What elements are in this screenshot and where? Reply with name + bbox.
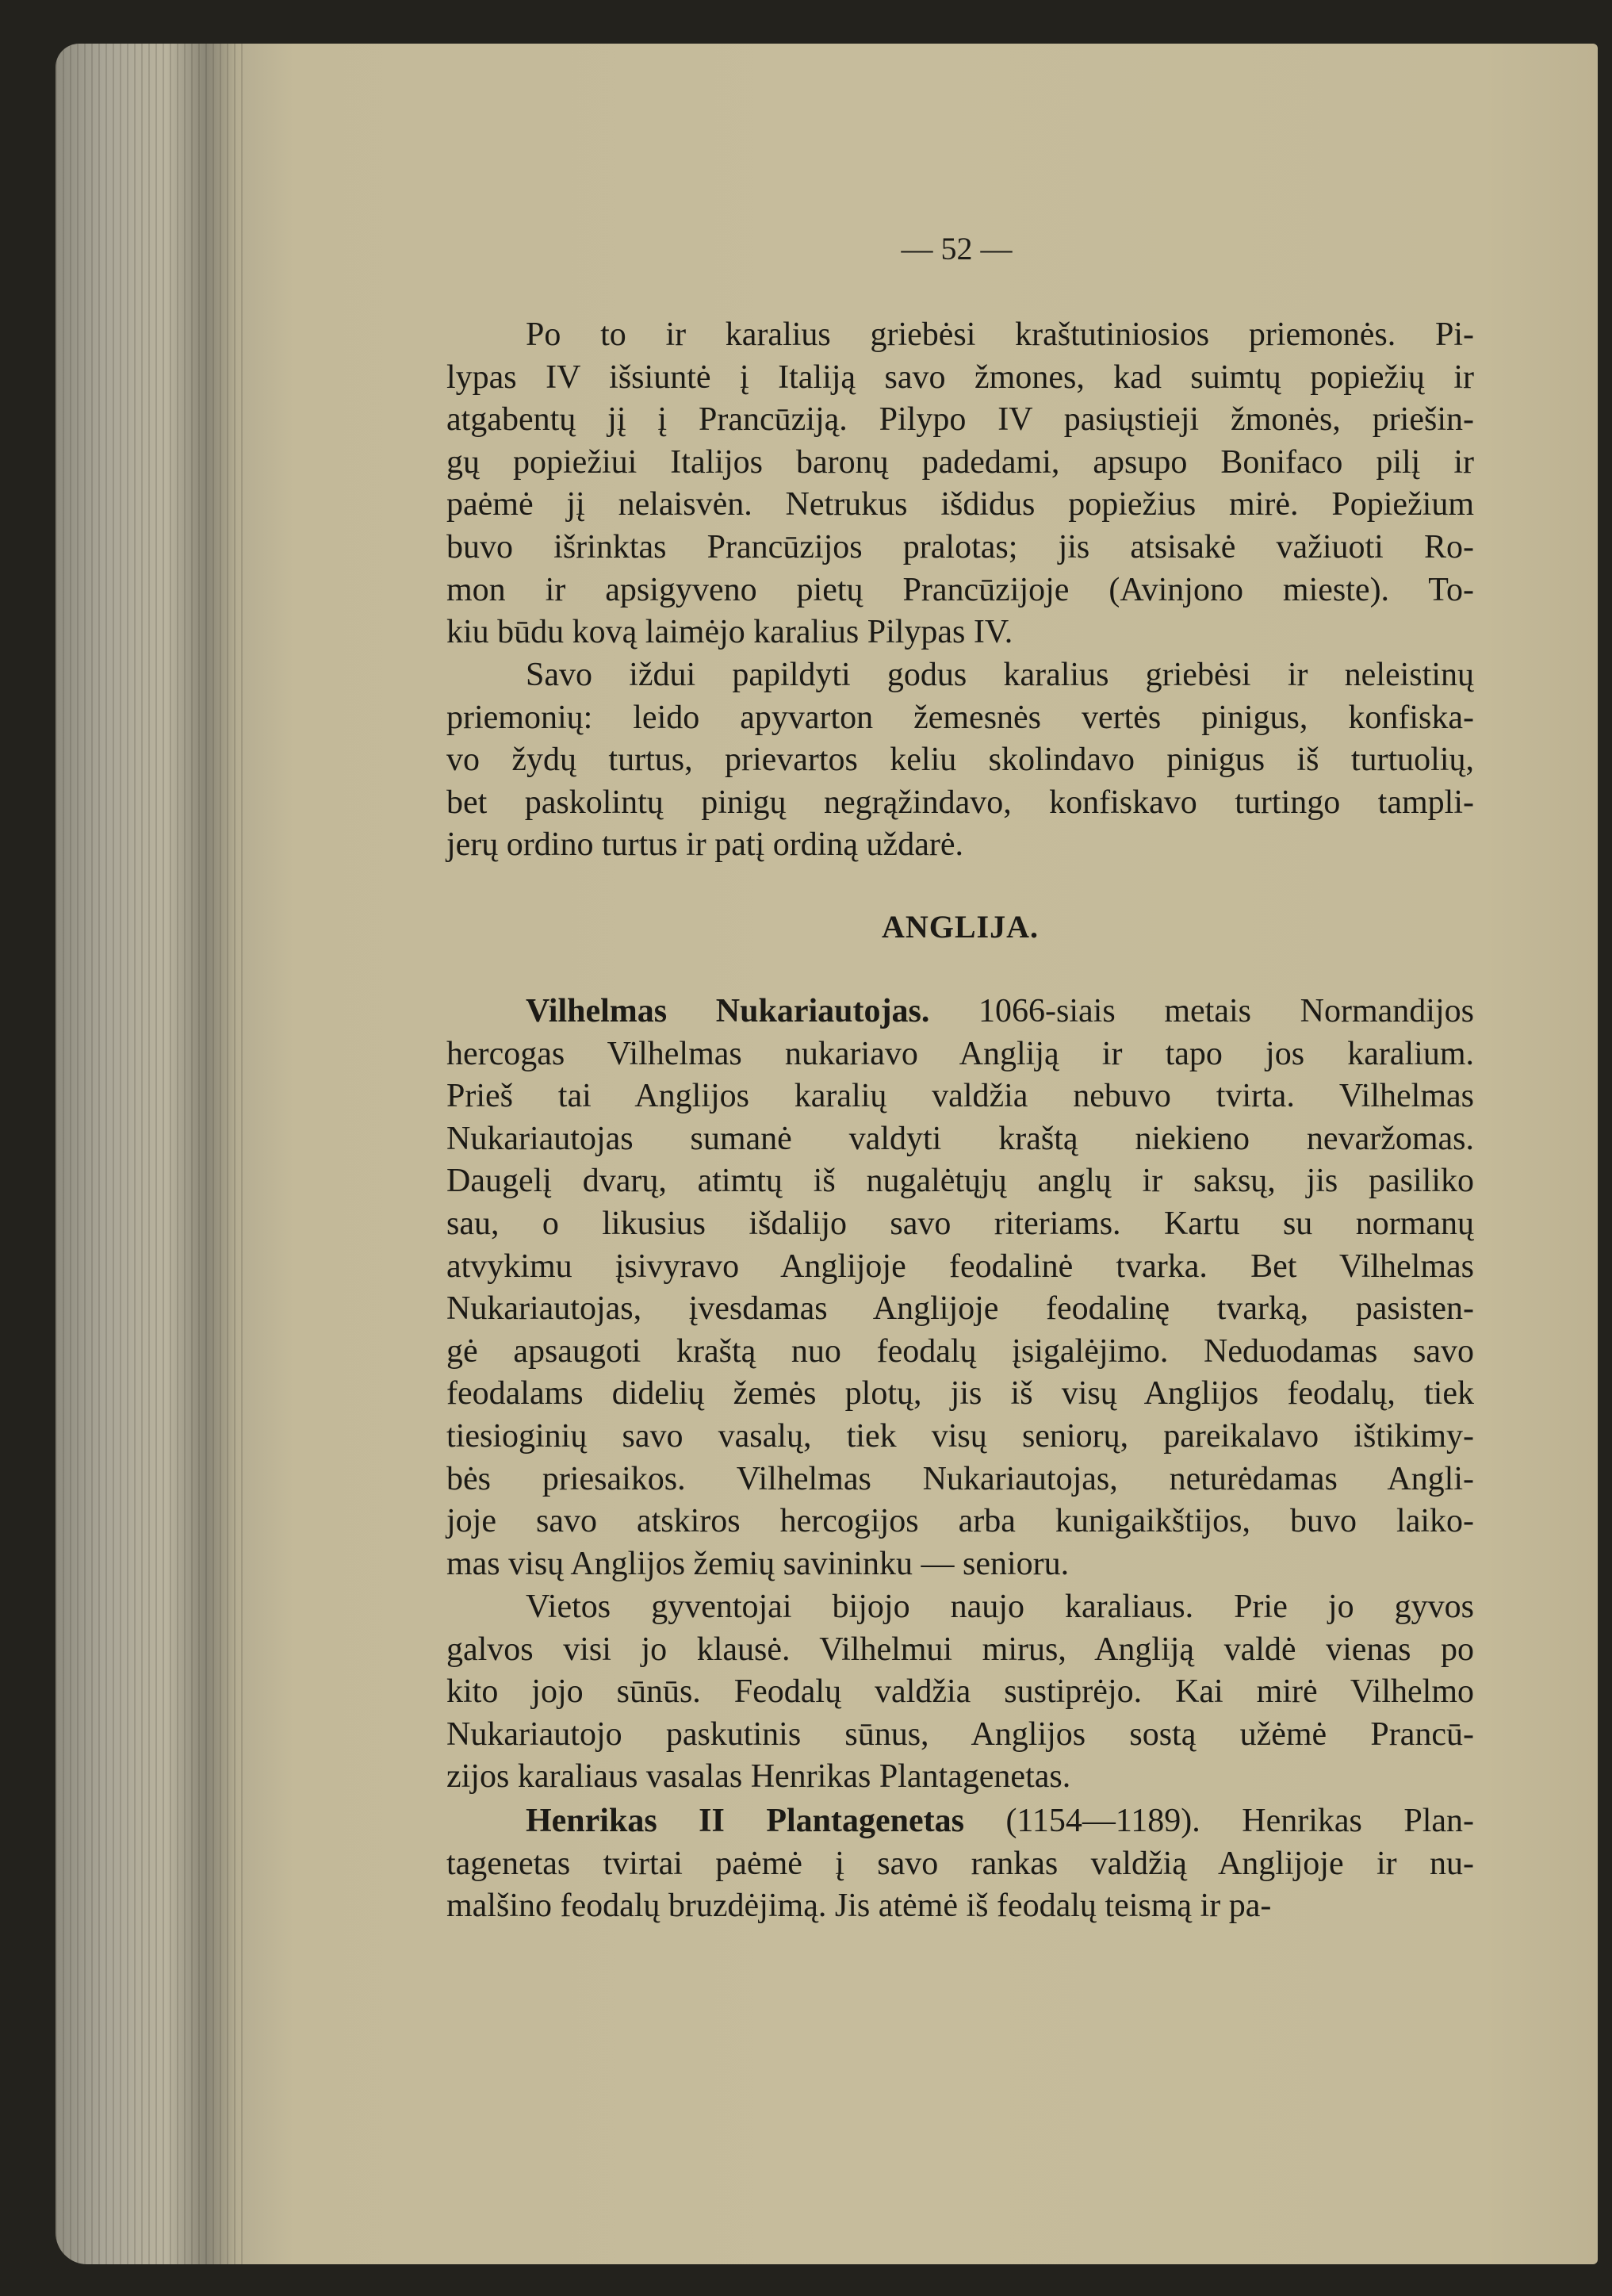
text-line: mon ir apsigyveno pietų Prancūzijoje (Avinjono mieste). To- xyxy=(446,571,1474,608)
text-line: vo žydų turtus, prievartos keliu skolindavo pinigus iš turtuolių, xyxy=(446,742,1474,779)
paragraph-2 xyxy=(446,654,1474,867)
line-text: (1154—1189). Henrikas Plan- xyxy=(963,1803,1475,1839)
text-line: Savo iždui papildyti godus karalius griebėsi ir neleistinų xyxy=(526,657,1474,693)
text-line: Prieš tai Anglijos karalių valdžia nebuvo tvirta. Vilhelmas xyxy=(446,1078,1474,1115)
text-line: hercogas Vilhelmas nukariavo Angliją ir tapo jos karalium. xyxy=(446,1035,1474,1072)
text-line: zijos karaliaus vasalas Henrikas Plantagenetas. xyxy=(446,1758,1071,1796)
text-line: paėmė jį nelaisvėn. Netrukus išdidus popiežius mirė. Popiežium xyxy=(446,486,1474,523)
text-line: gų popiežiui Italijos baronų padedami, apsupo Bonifaco pilį ir xyxy=(446,443,1474,481)
text-line: galvos visi jo klausė. Vilhelmui mirus, Angliją valdė vienas po xyxy=(446,1631,1474,1668)
text-line: Po to ir karalius griebėsi kraštutiniosios priemonės. Pi- xyxy=(526,316,1474,353)
text-line: lypas IV išsiuntė į Italiją savo žmones, kad suimtų popiežių ir xyxy=(446,358,1474,396)
paragraph-5 xyxy=(446,1800,1474,1928)
lead-in-bold: Vilhelmas Nukariautojas. xyxy=(526,993,930,1029)
text-line: joje savo atskiros hercogijos arba kunigaikštijos, buvo laiko- xyxy=(446,1503,1474,1540)
text-line xyxy=(446,991,1474,1033)
text-line: kito jojo sūnūs. Feodalų valdžia sustiprėjo. Kai mirė Vilhelmo xyxy=(446,1673,1474,1711)
text-line xyxy=(446,1800,1474,1843)
lead-in-bold: Henrikas II Plantagenetas xyxy=(526,1803,964,1839)
text-line: atgabentų jį į Prancūziją. Pilypo IV pasiųstieji žmonės, priešin- xyxy=(446,401,1474,439)
text-line: tagenetas tvirtai paėmė į savo rankas valdžią Anglijoje ir nu- xyxy=(446,1845,1474,1882)
text-line: bet paskolintų pinigų negrąžindavo, konfiskavo turtingo tampli- xyxy=(446,784,1474,821)
paragraph-4 xyxy=(446,1586,1474,1799)
text-line: Daugelį dvarų, atimtų iš nugalėtųjų anglų ir saksų, jis pasiliko xyxy=(446,1163,1474,1200)
text-line: atvykimu įsivyravo Anglijoje feodalinė tvarka. Bet Vilhelmas xyxy=(446,1248,1474,1285)
paragraph-3 xyxy=(446,991,1474,1585)
text-line: feodalams didelių žemės plotų, jis iš visų Anglijos feodalų, tiek xyxy=(446,1375,1474,1412)
text-line: Nukariautojo paskutinis sūnus, Anglijos sostą užėmė Prancū- xyxy=(446,1715,1474,1753)
paragraph-1 xyxy=(446,314,1474,654)
text-line: priemonių: leido apyvarton žemesnės vertės pinigus, konfiska- xyxy=(446,699,1474,736)
page-stack-edge xyxy=(56,44,246,2264)
page-number: — 52 — xyxy=(901,231,1013,266)
text-line: sau, o likusius išdalijo savo riteriams. Kartu su normanų xyxy=(446,1205,1474,1242)
text-line: Nukariautojas sumanė valdyti kraštą niekieno nevaržomas. xyxy=(446,1120,1474,1157)
text-line: malšino feodalų bruzdėjimą. Jis atėmė iš feodalų teismą ir pa- xyxy=(446,1888,1272,1925)
text-line: buvo išrinktas Prancūzijos pralotas; jis atsisakė važiuoti Ro- xyxy=(446,528,1474,565)
text-line: jerų ordino turtus ir patį ordiną uždarė. xyxy=(446,826,963,864)
text-line: mas visų Anglijos žemių savininku — senioru. xyxy=(446,1545,1070,1582)
text-line: Vietos gyventojai bijojo naujo karaliaus. Prie jo gyvos xyxy=(526,1589,1474,1625)
line-text: 1066-siais metais Normandijos xyxy=(929,993,1474,1029)
text-line: bės priesaikos. Vilhelmas Nukariautojas, neturėdamas Angli- xyxy=(446,1460,1474,1497)
section-heading: ANGLIJA. xyxy=(881,909,1040,945)
text-line: Nukariautojas, įvesdamas Anglijoje feodalinę tvarką, pasisten- xyxy=(446,1290,1474,1328)
text-line: gė apsaugoti kraštą nuo feodalų įsigalėjimo. Neduodamas savo xyxy=(446,1332,1474,1370)
text-line: tiesioginių savo vasalų, tiek visų seniorų, pareikalavo ištikimy- xyxy=(446,1417,1474,1455)
text-line: kiu būdu kovą laimėjo karalius Pilypas IV. xyxy=(446,614,1013,651)
